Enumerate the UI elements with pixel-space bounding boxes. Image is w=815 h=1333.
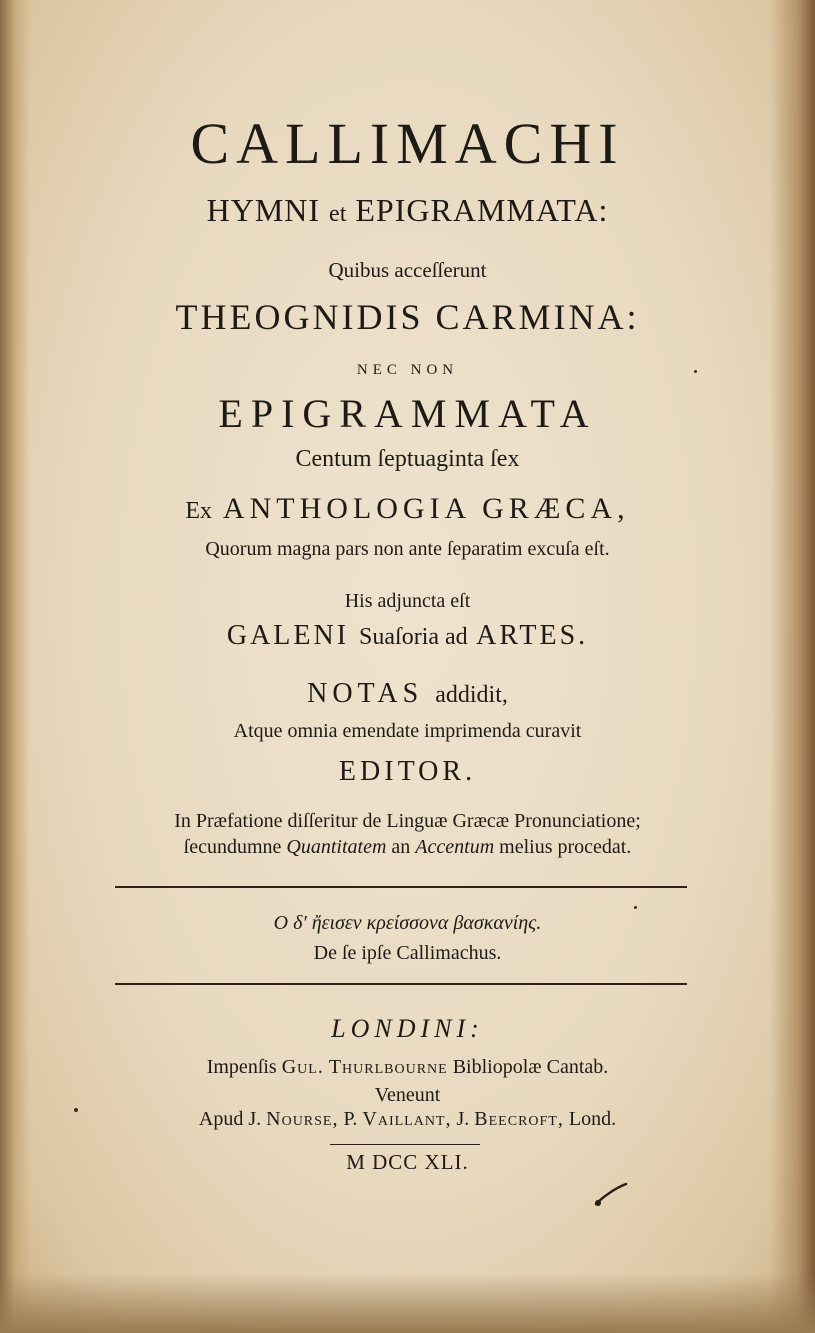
an-word: an	[391, 836, 411, 858]
accentum-word: Accentum	[415, 836, 495, 858]
lond-word: Lond.	[568, 1108, 617, 1130]
notas-line	[0, 678, 815, 710]
epigraph-attribution: De ſe ipſe Callimachus.	[313, 942, 502, 964]
date-rule	[330, 1144, 480, 1145]
beecroft-name: Beecroft,	[474, 1108, 564, 1130]
galeni-word: GALENI	[226, 620, 350, 651]
subtitle-line	[0, 192, 815, 229]
divider-rule-bottom	[115, 983, 687, 985]
ink-speck	[694, 370, 697, 373]
imprint-date: M DCC XLI.	[346, 1150, 469, 1174]
ink-speck	[634, 906, 637, 909]
gul-name: Gul.	[281, 1056, 324, 1078]
theognidis-line: THEOGNIDIS CARMINA:	[175, 297, 640, 337]
book-title: CALLIMACHI	[190, 111, 625, 176]
impensis-word: Impenſis	[206, 1056, 277, 1078]
thurlbourne-name: Thurlbourne	[328, 1056, 448, 1078]
praefatione-line-2	[0, 836, 815, 859]
greek-epigraph: Ο δ' ἤεισεν κρείσσονα βασκανίης.	[273, 912, 542, 934]
imprint-apud-line	[0, 1108, 815, 1131]
ink-speck	[74, 1108, 78, 1112]
notas-word: NOTAS	[307, 678, 424, 709]
epigrammata-line: EPIGRAMMATA	[218, 391, 597, 436]
editor-line: EDITOR.	[338, 756, 477, 787]
addidit-word: addidit,	[435, 682, 508, 708]
anthologia-word: ANTHOLOGIA GRÆCA,	[222, 492, 630, 525]
artes-word: ARTES.	[476, 620, 589, 651]
imprint-place: LONDINI:	[331, 1014, 484, 1043]
divider-rule-top	[115, 886, 687, 888]
veneunt-line: Veneunt	[374, 1084, 441, 1106]
his-adjuncta-line: His adjuncta eſt	[344, 590, 471, 612]
quantitatem-word: Quantitatem	[286, 836, 387, 858]
galeni-line	[0, 620, 815, 652]
vaillant-name: Vaillant,	[362, 1108, 452, 1130]
p-initial: P.	[343, 1108, 358, 1130]
atque-line: Atque omnia emendate imprimenda curavit	[233, 720, 582, 742]
subtitle-epigrammata: EPIGRAMMATA:	[355, 192, 609, 228]
quibus-line: Quibus acceſſerunt	[328, 258, 487, 282]
subtitle-hymni: HYMNI	[206, 192, 321, 228]
nec-non-line: NEC NON	[356, 362, 459, 378]
anthologia-line	[0, 492, 815, 526]
j-initial: J.	[456, 1108, 470, 1130]
centum-line: Centum ſeptuaginta ſex	[295, 446, 520, 472]
subtitle-et: et	[329, 201, 347, 227]
imprint-impensis-line	[0, 1056, 815, 1079]
nourse-name: Nourse,	[266, 1108, 339, 1130]
secundumne-word: ſecundumne	[183, 836, 282, 858]
ex-word: Ex	[185, 498, 213, 524]
quorum-line: Quorum magna pars non ante ſeparatim excuſa eſt.	[205, 538, 610, 560]
suasoria-word: Suaſoria ad	[359, 624, 468, 650]
apud-word: Apud J.	[198, 1108, 262, 1130]
bibliopolae-word: Bibliopolæ Cantab.	[452, 1056, 609, 1078]
praefatione-line-1: In Præfatione diſſeritur de Linguæ Græcæ Pronunciatione;	[174, 810, 641, 832]
melius-word: melius procedat.	[499, 836, 632, 858]
ink-mark-icon	[592, 1180, 632, 1210]
